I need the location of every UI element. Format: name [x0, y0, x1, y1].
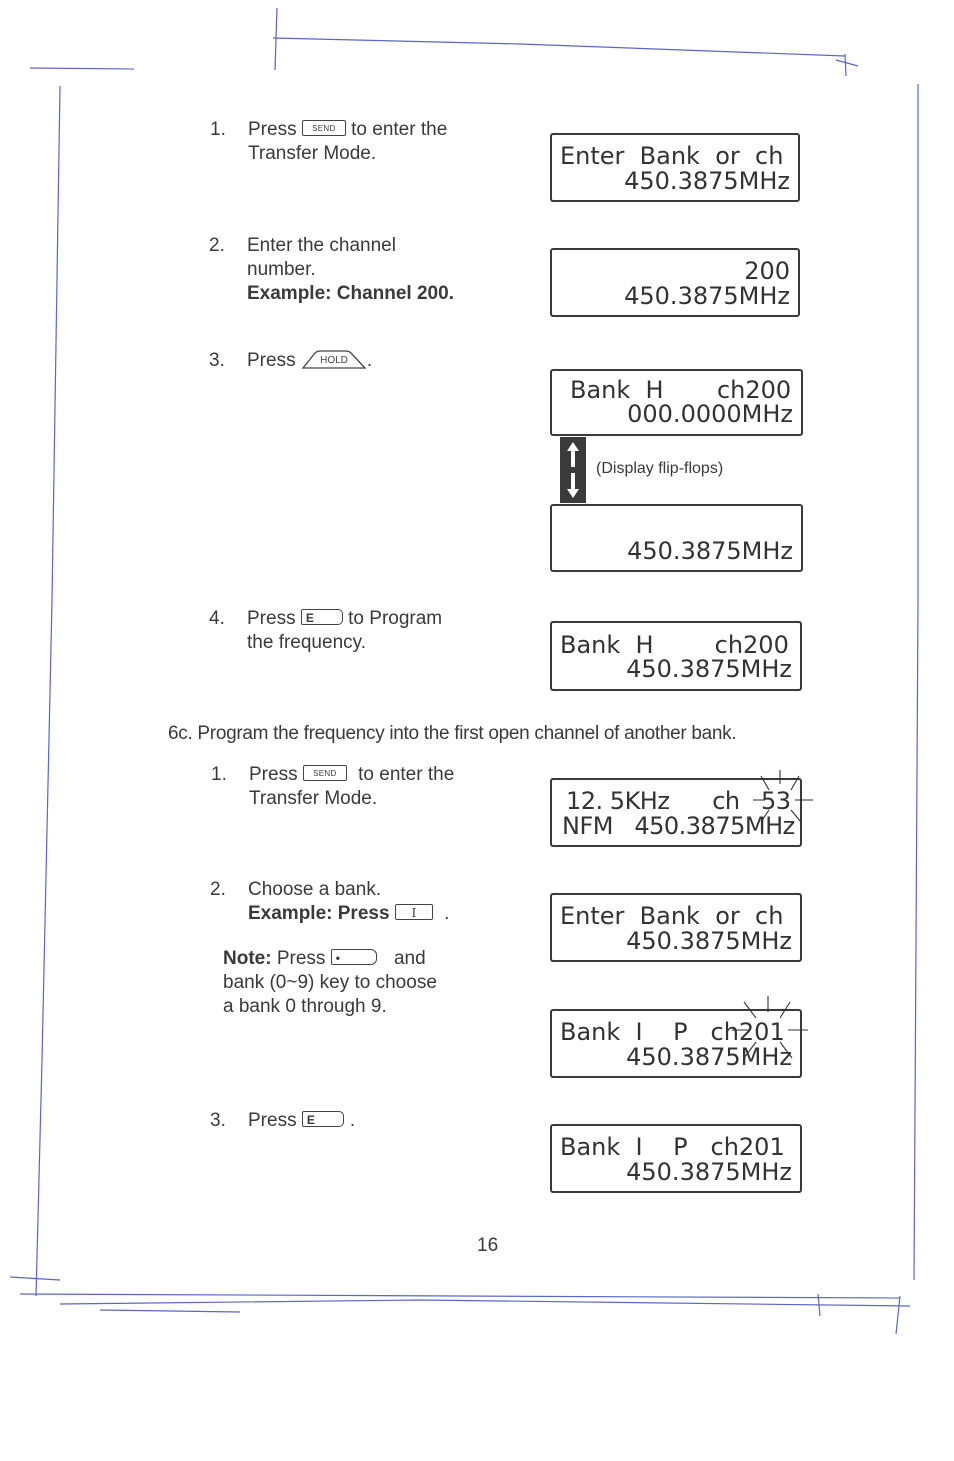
- page-number: 16: [477, 1235, 499, 1256]
- lcd-display-b2: [550, 893, 802, 962]
- lcd-row1: Bank I P ch201: [560, 1133, 785, 1161]
- step-example: Example: Channel 200.: [247, 283, 454, 304]
- lcd-row2: 450.3875MHz: [626, 927, 792, 955]
- lcd-row1: 200: [744, 257, 790, 285]
- note-text: bank (0~9) key to choose: [223, 972, 437, 993]
- flip-caption: (Display flip-flops): [596, 460, 724, 477]
- lcd-display-a5: [550, 621, 802, 691]
- lcd-row2: 450.3875MHz: [627, 537, 793, 565]
- note-text: and: [393, 948, 426, 969]
- lcd-row2: 450.3875MHz: [626, 1158, 792, 1186]
- hold-key-label: HOLD: [319, 354, 348, 366]
- step-number: 2.: [210, 879, 226, 900]
- send-key-icon: SEND: [302, 120, 346, 136]
- lcd-row2: NFM 450.3875MHz: [562, 812, 795, 840]
- lcd-row2: 450.3875MHz: [624, 167, 790, 195]
- send-key-icon: SEND: [303, 765, 347, 781]
- step-text: to Program: [348, 608, 443, 629]
- note-block: [223, 947, 437, 1019]
- e-key-icon: E: [301, 609, 343, 625]
- dot-key-icon: •: [331, 949, 377, 965]
- lcd-row1: Enter Bank or ch: [560, 902, 784, 930]
- lcd-display-b4: [550, 1124, 802, 1193]
- step-example: Example: Press: [248, 903, 390, 924]
- hold-key-icon: [301, 349, 367, 369]
- lcd-row2: 450.3875MHz: [624, 282, 790, 310]
- lcd-row1: Enter Bank or ch: [560, 142, 784, 170]
- step-text: Press: [247, 608, 296, 629]
- i-key-icon: I: [395, 904, 433, 920]
- step-text: Press: [249, 764, 298, 785]
- lcd-row1: 12. 5KHz ch 53: [566, 787, 791, 815]
- lcd-display-a1: [550, 133, 800, 202]
- step-text: number.: [247, 259, 316, 280]
- step-number: 1.: [210, 119, 226, 140]
- step-text: Press: [248, 1110, 297, 1131]
- step-text: to enter the: [358, 764, 455, 785]
- step-number: 4.: [209, 608, 225, 629]
- note-label: Note:: [223, 948, 272, 969]
- lcd-row2: 450.3875MHz: [626, 1043, 792, 1071]
- e-key-icon: E: [302, 1111, 344, 1127]
- lcd-row1: Bank H ch200: [560, 631, 789, 659]
- lcd-display-a4: [550, 504, 803, 572]
- lcd-row1: Bank I P ch201: [560, 1018, 785, 1046]
- section-heading-6c: 6c. Program the frequency into the first open channel of another bank.: [168, 723, 737, 744]
- step-text: .: [349, 1110, 356, 1131]
- step-text: .: [444, 903, 450, 924]
- lcd-row2: 450.3875MHz: [626, 655, 792, 683]
- lcd-display-a2: [550, 248, 800, 317]
- step-number: 1.: [211, 764, 227, 785]
- step-text: Transfer Mode.: [248, 143, 377, 164]
- step-text: Transfer Mode.: [249, 788, 378, 809]
- step-number: 3.: [209, 350, 225, 371]
- step-text: the frequency.: [247, 632, 367, 653]
- note-text: Press: [276, 948, 326, 969]
- note-text: a bank 0 through 9.: [223, 996, 387, 1017]
- blinking-indicator-icon: [728, 994, 808, 1074]
- lcd-row2: 000.0000MHz: [627, 400, 793, 428]
- step-text: Choose a bank.: [248, 879, 382, 900]
- step-number: 3.: [210, 1110, 226, 1131]
- step-text: Press: [248, 119, 297, 140]
- step-text: Press: [247, 350, 296, 371]
- step-text: to enter the: [351, 119, 448, 140]
- lcd-row1: Bank H ch200: [570, 376, 792, 404]
- step-text: .: [366, 350, 373, 371]
- step-number: 2.: [209, 235, 225, 256]
- blinking-indicator-icon: [745, 766, 815, 836]
- flip-flop-arrows-icon: [560, 437, 586, 503]
- step-text: Enter the channel: [247, 235, 396, 256]
- lcd-display-a3: [550, 369, 803, 436]
